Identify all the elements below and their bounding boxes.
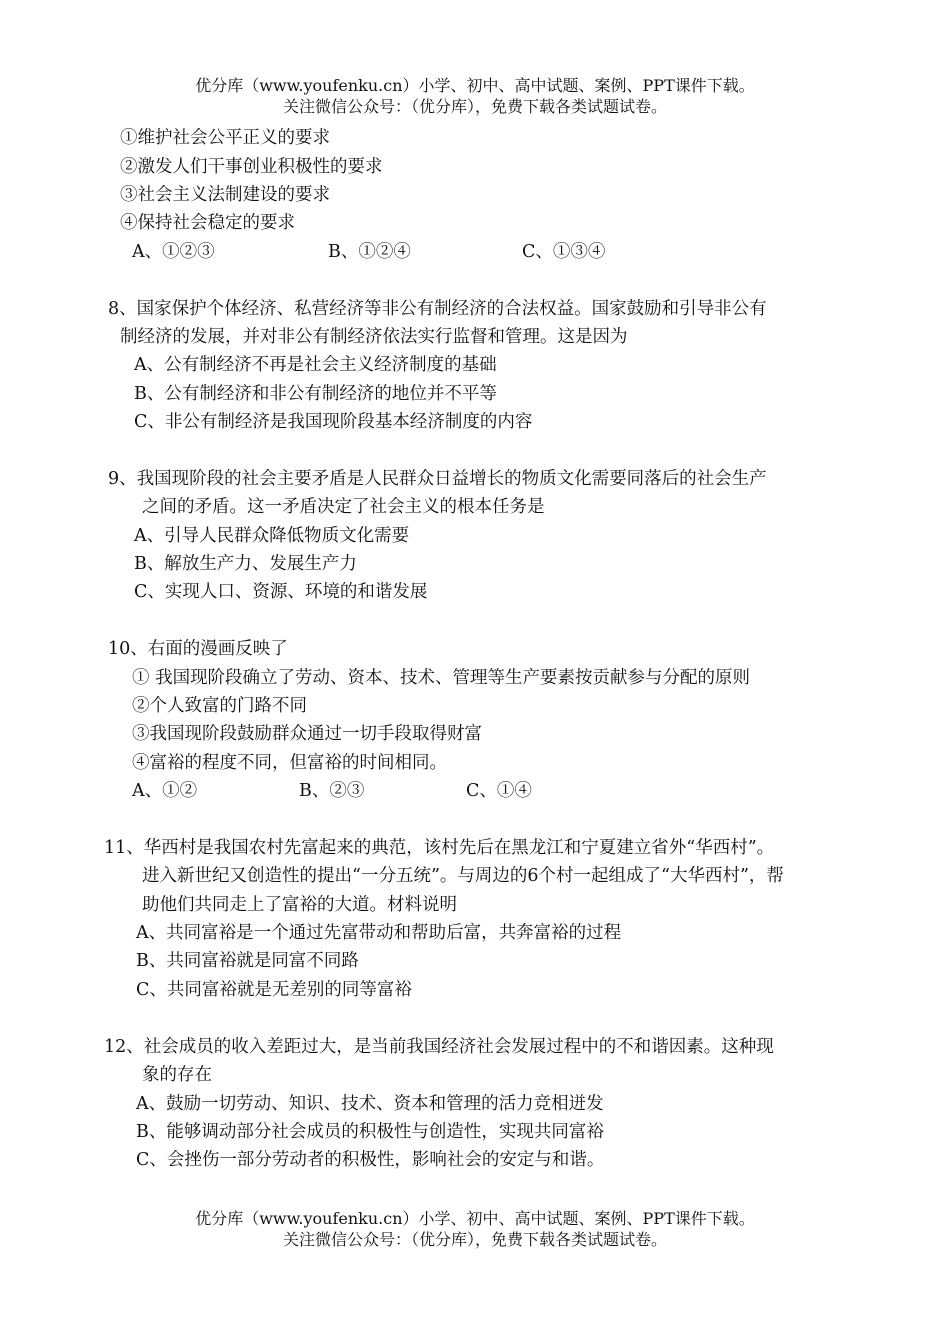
footer-line-2: 关注微信公众号：（优分库），免费下载各类试题试卷。	[282, 1230, 667, 1249]
q12-option-b: B、能够调动部分社会成员的积极性与创造性，实现共同富裕	[136, 1122, 604, 1142]
q11-option-b: B、共同富裕就是同富不同路	[136, 951, 359, 971]
q9-stem-line-1: 9、我国现阶段的社会主要矛盾是人民群众日益增长的物质文化需要同落后的社会生产	[108, 469, 767, 489]
q9-option-a: A、引导人民群众降低物质文化需要	[134, 526, 410, 546]
q7-choice-c: C、①③④	[522, 242, 606, 262]
q7-choice-a: A、①②③	[132, 242, 215, 262]
q7-item-4: ④保持社会稳定的要求	[120, 213, 295, 233]
q11-option-c: C、共同富裕就是无差别的同等富裕	[136, 980, 412, 1000]
q11-option-a: A、共同富裕是一个通过先富带动和帮助后富，共奔富裕的过程	[136, 923, 622, 943]
header-line-1: 优分库（www.youfenku.cn）小学、初中、高中试题、案例、PPT课件下载。	[195, 76, 755, 95]
q9-option-b: B、解放生产力、发展生产力	[134, 554, 357, 574]
q7-item-2: ②激发人们干事创业积极性的要求	[120, 157, 383, 177]
q11-stem-line-3: 助他们共同走上了富裕的大道。材料说明	[142, 895, 457, 915]
q10-choice-b: B、②③	[299, 781, 365, 801]
footer-line-1: 优分库（www.youfenku.cn）小学、初中、高中试题、案例、PPT课件下载。	[195, 1209, 755, 1228]
q12-stem-line-2: 象的存在	[142, 1065, 212, 1085]
q8-option-a: A、公有制经济不再是社会主义经济制度的基础	[134, 355, 497, 375]
q10-item-1: ① 我国现阶段确立了劳动、资本、技术、管理等生产要素按贡献参与分配的原则	[132, 668, 751, 688]
q12-option-a: A、鼓励一切劳动、知识、技术、资本和管理的活力竞相迸发	[136, 1094, 604, 1114]
q10-stem: 10、右面的漫画反映了	[108, 639, 288, 659]
q12-stem-line-1: 12、社会成员的收入差距过大，是当前我国经济社会发展过程中的不和谐因素。这种现	[104, 1037, 774, 1057]
q9-option-c: C、实现人口、资源、环境的和谐发展	[134, 582, 428, 602]
q10-item-2: ②个人致富的门路不同	[132, 696, 307, 716]
q10-choice-a: A、①②	[132, 781, 198, 801]
q8-option-b: B、公有制经济和非公有制经济的地位并不平等	[134, 384, 497, 404]
q11-stem-line-2: 进入新世纪又创造性的提出“一分五统”。与周边的6个村一起组成了“大华西村”，帮	[142, 866, 784, 886]
q7-item-1: ①维护社会公平正义的要求	[120, 128, 330, 148]
q10-item-4: ④富裕的程度不同，但富裕的时间相同。	[132, 753, 447, 773]
q12-option-c: C、会挫伤一部分劳动者的积极性，影响社会的安定与和谐。	[136, 1150, 605, 1170]
q10-item-3: ③我国现阶段鼓励群众通过一切手段取得财富	[132, 724, 482, 744]
q7-choice-b: B、①②④	[328, 242, 411, 262]
q8-option-c: C、非公有制经济是我国现阶段基本经济制度的内容	[134, 412, 533, 432]
q7-item-3: ③社会主义法制建设的要求	[120, 185, 330, 205]
q9-stem-line-2: 之间的矛盾。这一矛盾决定了社会主义的根本任务是	[142, 497, 545, 517]
q11-stem-line-1: 11、华西村是我国农村先富起来的典范，该村先后在黑龙江和宁夏建立省外“华西村”。	[104, 838, 775, 858]
q8-stem-line-2: 制经济的发展，并对非公有制经济依法实行监督和管理。这是因为	[120, 327, 628, 347]
q10-choice-c: C、①④	[466, 781, 532, 801]
q8-stem-line-1: 8、国家保护个体经济、私营经济等非公有制经济的合法权益。国家鼓励和引导非公有	[108, 299, 767, 319]
header-line-2: 关注微信公众号：（优分库），免费下载各类试题试卷。	[282, 97, 667, 116]
